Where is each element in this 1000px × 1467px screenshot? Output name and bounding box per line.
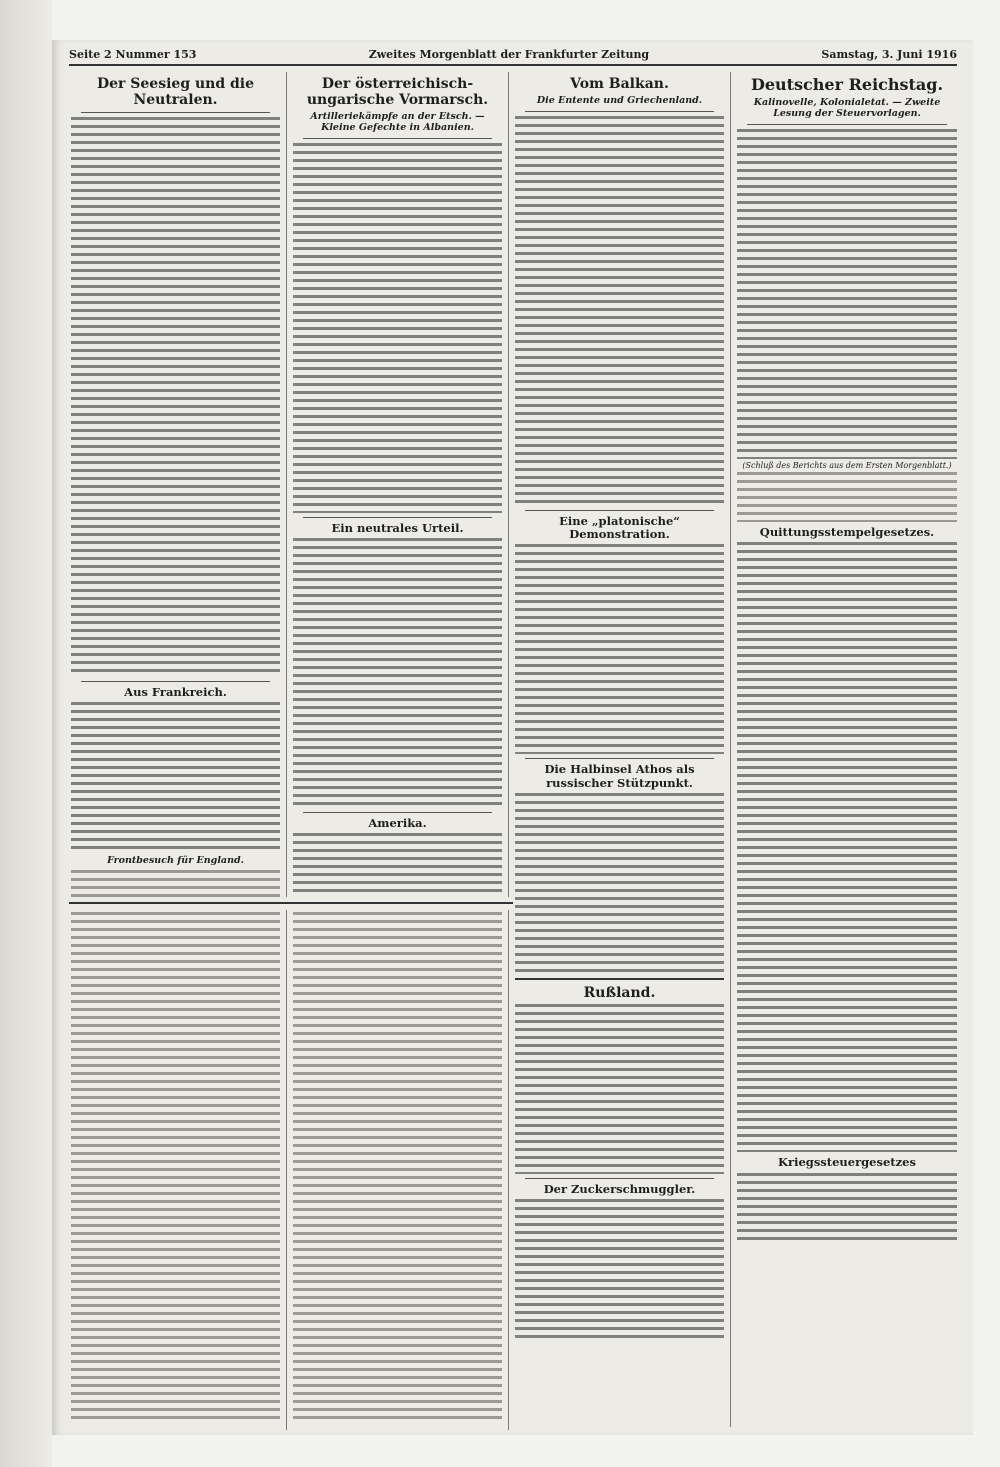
column-3: [509, 72, 731, 1427]
article-body-russland: [515, 1004, 724, 1174]
headline-athos: Die Halbinsel Athos als russischer Stützpunkt.: [544, 762, 695, 790]
feuilleton-right: [287, 910, 509, 1430]
column-4: [731, 72, 963, 1427]
article-body-zuckerschmuggler: [515, 1199, 724, 1339]
article-body-quittungsstempel: [737, 542, 957, 1152]
subheadline-vormarsch: Artilleriekämpfe an der Etsch. — Kleine Gefechte in Albanien.: [310, 111, 485, 134]
headline-frontbesuch: Frontbesuch für England.: [107, 855, 244, 867]
headline-platonische-demonstration: Eine „platonische“ Demonstration.: [559, 514, 680, 542]
divider: [525, 510, 714, 511]
article-body-platonische-demonstration: [515, 544, 724, 754]
newspaper-page: [52, 40, 973, 1435]
headline-vormarsch: Der österreichisch-ungarische Vormarsch.: [306, 76, 489, 109]
article-body-frankreich: [71, 702, 280, 852]
subheadline-reichstag: Kalinovelle, Kolonialetat. — Zweite Lesung der Steuervorlagen.: [753, 97, 941, 120]
headline-kriegssteuer: Kriegssteuergesetzes: [778, 1155, 916, 1170]
column-1: [65, 72, 287, 897]
divider: [303, 517, 492, 518]
headline-quittungsstempel: Quittungsstempelgesetzes.: [759, 525, 935, 540]
article-body-seesieg: [71, 117, 280, 677]
divider: [525, 111, 714, 112]
divider: [525, 758, 714, 759]
headline-amerika: Amerika.: [368, 816, 427, 831]
article-body-frontbesuch: [71, 870, 280, 897]
headline-frankreich: Aus Frankreich.: [124, 685, 227, 700]
article-body-kriegssteuer: [737, 1173, 957, 1243]
masthead-page-number: Seite 2 Nummer 153: [69, 47, 197, 61]
divider: [81, 681, 270, 682]
article-body-amerika: [293, 833, 502, 893]
masthead: [69, 44, 957, 66]
divider: [303, 812, 492, 813]
article-body-neutrales-urteil: [293, 538, 502, 808]
headline-russland: Rußland.: [583, 984, 656, 1001]
subheadline-balkan: Die Entente und Griechenland.: [536, 95, 703, 107]
divider: [515, 978, 724, 980]
article-body-balkan: [515, 116, 724, 506]
headline-balkan: Vom Balkan.: [570, 76, 669, 92]
article-body-vormarsch: [293, 143, 502, 513]
headline-seesieg: Der Seesieg und die Neutralen.: [96, 76, 255, 109]
feuilleton-left: [65, 910, 287, 1430]
article-body-athos: [515, 793, 724, 973]
headline-zuckerschmuggler: Der Zuckerschmuggler.: [543, 1181, 696, 1196]
masthead-title: Zweites Morgenblatt der Frankfurter Zeitung: [368, 47, 650, 61]
article-body-reichstag: [737, 129, 957, 459]
divider: [525, 1178, 714, 1179]
feuilleton-body-right: [293, 912, 502, 1422]
headline-neutrales-urteil: Ein neutrales Urteil.: [331, 521, 464, 536]
column-2: [287, 72, 509, 897]
feuilleton-rule: [69, 902, 513, 904]
divider: [747, 124, 947, 125]
divider: [81, 112, 270, 113]
feuilleton-body-left: [71, 912, 280, 1422]
page-binding-shadow: [0, 0, 52, 1467]
article-body-reichstag-continued: [737, 472, 957, 522]
headline-reichstag: Deutscher Reichstag.: [750, 75, 944, 94]
divider: [303, 138, 492, 139]
report-note: (Schluß des Berichts aus dem Ersten Morgenblatt.): [742, 461, 952, 471]
masthead-date: Samstag, 3. Juni 1916: [821, 47, 957, 61]
